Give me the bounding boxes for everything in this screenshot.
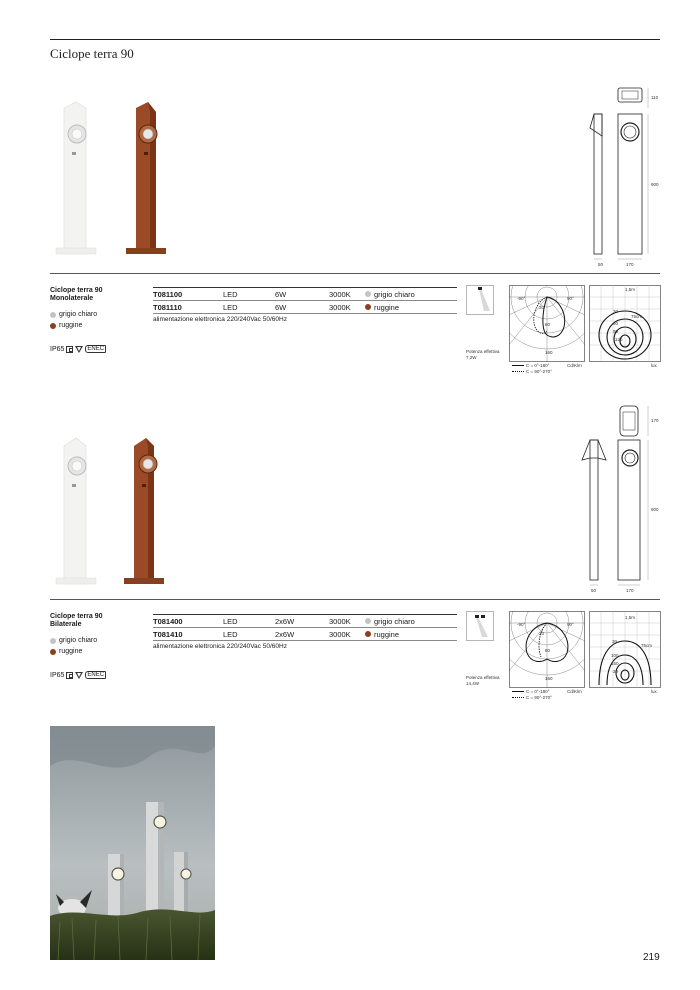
dim-height-mono: 900 bbox=[651, 182, 659, 187]
polar-legend-2: C = 90°-270° bbox=[512, 369, 552, 375]
class2-icon bbox=[66, 346, 73, 353]
dim-depth-bi: 50 bbox=[591, 588, 597, 593]
effective-power-label: Potenza effettiva bbox=[466, 675, 500, 680]
finish-rust: ruggine bbox=[50, 646, 145, 657]
f-mark-icon bbox=[75, 672, 83, 679]
polar-legend-2: C = 90°-270° bbox=[512, 695, 552, 701]
section-divider-bi bbox=[50, 599, 660, 600]
polar-ring-3: 160 bbox=[545, 676, 553, 681]
iso-level-4: 20 bbox=[613, 669, 619, 674]
effective-power-label: Potenza effettiva bbox=[466, 349, 500, 354]
grey-swatch-icon bbox=[50, 312, 56, 318]
supply-info: alimentazione elettronica 220/240Vac 50/60Hz bbox=[153, 316, 287, 323]
header-rule bbox=[50, 39, 660, 40]
dotted-line-icon bbox=[512, 697, 524, 698]
iso-unit: lux bbox=[651, 363, 657, 368]
installation-photo bbox=[50, 726, 215, 960]
iso-level-2: 60 bbox=[613, 321, 619, 326]
code-table-mono bbox=[153, 287, 457, 314]
product-info-mono bbox=[50, 287, 145, 353]
dim-head-bi: 170 bbox=[651, 418, 659, 423]
section-divider-mono bbox=[50, 273, 660, 274]
grey-swatch-icon bbox=[365, 291, 371, 297]
enec-mark-icon: ENEC bbox=[87, 672, 105, 678]
iso-level-3: 90 bbox=[613, 329, 619, 334]
isolux-diagram-mono bbox=[589, 285, 661, 363]
polar-ring-3: 160 bbox=[545, 350, 553, 355]
polar-angle-right: 90° bbox=[567, 622, 574, 627]
dim-head-mono: 110 bbox=[651, 95, 659, 100]
certifications bbox=[50, 345, 145, 353]
rust-swatch-icon bbox=[365, 631, 371, 637]
effective-power-value: 7,2W bbox=[466, 355, 477, 360]
product-variant: Monolaterale bbox=[50, 295, 94, 302]
polar-angle-right: 90° bbox=[567, 296, 574, 301]
product-variant: Bilaterale bbox=[50, 621, 82, 628]
product-photos-mono bbox=[50, 98, 170, 266]
polar-legend-1: C = 0°-180° bbox=[512, 689, 550, 695]
ip-rating: IP65 bbox=[50, 671, 65, 679]
white-post-image bbox=[56, 102, 96, 254]
finish-grey: grigio chiaro bbox=[50, 635, 145, 646]
polar-unit: Cd/Klm bbox=[567, 363, 582, 368]
page-title: Ciclope terra 90 bbox=[50, 46, 134, 61]
finish-grey: grigio chiaro bbox=[50, 309, 145, 320]
effective-power-value: 14,4W bbox=[466, 681, 480, 686]
polar-ring-2: 80 bbox=[545, 648, 551, 653]
product-info-bi bbox=[50, 613, 145, 679]
finish-rust: ruggine bbox=[50, 320, 145, 331]
technical-drawing-mono bbox=[582, 84, 662, 272]
table-row: T081410 LED 2x6W 3000K ruggine bbox=[153, 628, 457, 641]
grey-swatch-icon bbox=[365, 618, 371, 624]
class2-icon bbox=[66, 672, 73, 679]
rust-swatch-icon bbox=[365, 304, 371, 310]
dim-width-bi: 170 bbox=[626, 588, 634, 593]
iso-scale: 1,5m bbox=[625, 287, 636, 292]
code-table-bi bbox=[153, 614, 457, 641]
grey-swatch-icon bbox=[50, 638, 56, 644]
product-photos-bi bbox=[50, 424, 170, 592]
dotted-line-icon bbox=[512, 371, 524, 372]
ip-rating: IP65 bbox=[50, 345, 65, 353]
polar-ring-1: 20 bbox=[539, 631, 545, 636]
iso-inner-scale: 75cm bbox=[641, 643, 653, 648]
iso-inner-scale: 75cm bbox=[631, 314, 643, 319]
rust-swatch-icon bbox=[50, 323, 56, 329]
rust-swatch-icon bbox=[50, 649, 56, 655]
iso-level-2: 100 bbox=[611, 653, 619, 658]
polar-angle-left: -90° bbox=[517, 296, 526, 301]
polar-ring-1: 20 bbox=[539, 305, 545, 310]
dim-width-mono: 170 bbox=[626, 262, 634, 267]
polar-ring-2: 80 bbox=[545, 322, 551, 327]
white-post-image bbox=[56, 438, 96, 584]
f-mark-icon bbox=[75, 346, 83, 353]
table-row: T081400 LED 2x6W 3000K grigio chiaro bbox=[153, 615, 457, 628]
polar-angle-left: -90° bbox=[517, 622, 526, 627]
polar-legend-1: C = 0°-180° bbox=[512, 363, 550, 369]
solid-line-icon bbox=[512, 691, 524, 692]
isolux-diagram-bi bbox=[589, 611, 661, 689]
product-name: Ciclope terra 90 bbox=[50, 613, 103, 620]
iso-unit: lux bbox=[651, 689, 657, 694]
beam-icon bbox=[466, 285, 494, 315]
table-row: T081100 LED 6W 3000K grigio chiaro bbox=[153, 288, 457, 301]
iso-scale: 1,5m bbox=[625, 615, 636, 620]
product-name: Ciclope terra 90 bbox=[50, 287, 103, 294]
iso-level-4: 120 bbox=[615, 337, 623, 342]
page-number: 219 bbox=[643, 952, 660, 963]
rust-post-image bbox=[126, 102, 166, 254]
technical-drawing-bi bbox=[576, 404, 662, 594]
beam-icon bbox=[466, 611, 494, 641]
iso-level-3: 150 bbox=[611, 661, 619, 666]
table-row: T081110 LED 6W 3000K ruggine bbox=[153, 301, 457, 314]
supply-info: alimentazione elettronica 220/240Vac 50/60Hz bbox=[153, 643, 287, 650]
dim-depth-mono: 50 bbox=[598, 262, 604, 267]
solid-line-icon bbox=[512, 365, 524, 366]
polar-unit: Cd/Klm bbox=[567, 689, 582, 694]
dim-height-bi: 900 bbox=[651, 507, 659, 512]
iso-level-1: 30 bbox=[612, 639, 618, 644]
certifications bbox=[50, 671, 145, 679]
enec-mark-icon: ENEC bbox=[87, 346, 105, 352]
rust-post-image bbox=[124, 438, 164, 584]
iso-level-1: 30 bbox=[613, 309, 619, 314]
